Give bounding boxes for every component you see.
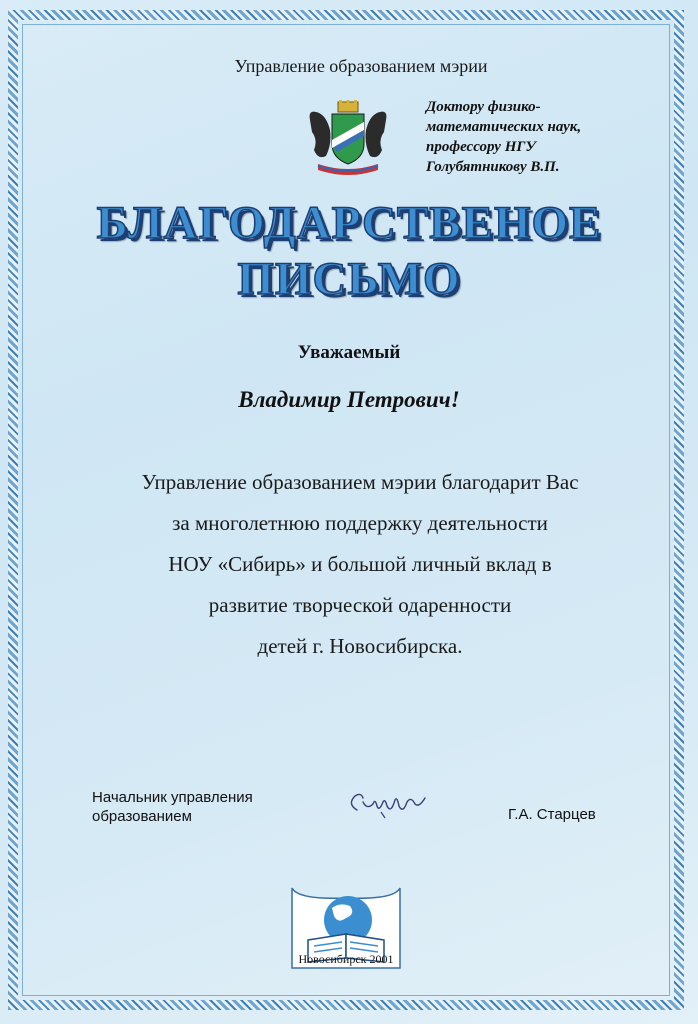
signatory-name: Г.А. Старцев xyxy=(508,806,596,823)
body-line: за многолетнюю поддержку деятельности xyxy=(172,511,548,535)
body-line: развитие творческой одаренности xyxy=(208,593,512,617)
recipient-block xyxy=(426,97,656,177)
document-title-line-2: ПИСЬМО xyxy=(237,253,461,305)
coat-of-arms-icon xyxy=(304,100,392,178)
addressee-name: Владимир Петрович! xyxy=(238,387,460,412)
body-line: НОУ «Сибирь» и большой личный вклад в xyxy=(168,552,552,576)
salutation: Уважаемый xyxy=(297,342,401,363)
signatory-title-line: образованием xyxy=(92,808,192,825)
document-title-line-1: БЛАГОДАРСТВЕНОЕ xyxy=(96,197,602,249)
signatory-title-line: Начальник управления xyxy=(92,789,253,806)
logo-caption: Новосибирск 2001 xyxy=(298,952,394,966)
recipient-line: Доктору физико- xyxy=(426,99,541,115)
open-book-globe-logo xyxy=(284,884,408,984)
handwritten-signature xyxy=(345,788,435,822)
signatory-title xyxy=(92,788,253,826)
recipient-line: профессору НГУ xyxy=(426,139,536,155)
letter-body xyxy=(80,462,640,667)
recipient-line: Голубятникову В.П. xyxy=(426,159,560,175)
organization-header: Управление образованием мэрии xyxy=(234,56,488,76)
body-line: Управление образованием мэрии благодарит Вас xyxy=(141,470,579,494)
body-line: детей г. Новосибирска. xyxy=(257,634,463,658)
recipient-line: математических наук, xyxy=(426,119,582,135)
